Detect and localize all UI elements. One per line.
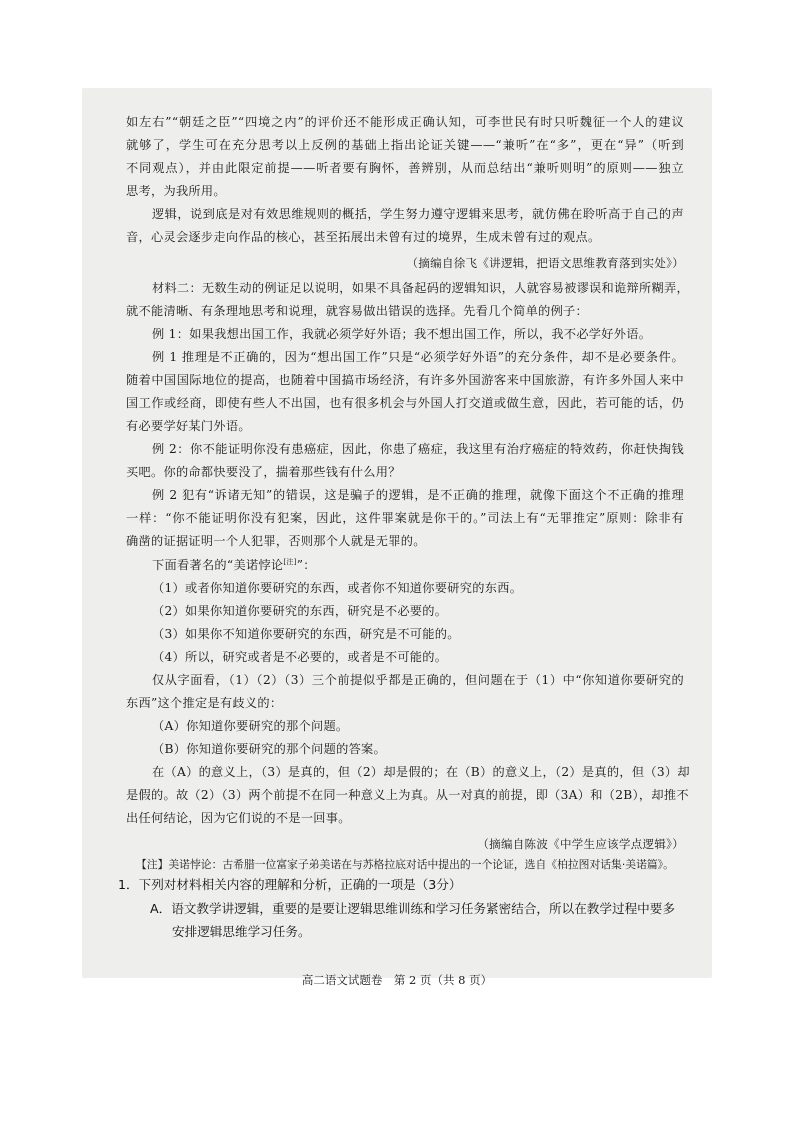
- text-line: 就不能清晰、有条理地思考和说理，就容易做出错误的选择。先看几个简单的例子：: [126, 304, 589, 318]
- text-line: 国工作或经商，即使有些人不出国，也有很多机会与外国人打交道或做生意，因此，若可能的话，仍: [126, 396, 684, 410]
- premise-line: （1）或者你知道你要研究的东西，或者你不知道你要研究的东西。: [152, 581, 523, 595]
- footnote-note: 【注】美诺悖论：古希腊一位富家子弟美诺在与苏格拉底对话中提出的一个论证，选自《柏拉图对话集·美诺篇》。: [136, 858, 674, 871]
- text-line: 一样：“你不能证明你没有犯案，因此，这件罪案就是你干的。”司法上有“无罪推定”原则：除非有: [126, 511, 684, 525]
- premise-line: （4）所以，研究或者是不必要的，或者是不可能的。: [152, 650, 448, 664]
- text-line: 思考，为我所用。: [126, 184, 226, 198]
- option-line: （A）你知道你要研究的那个问题。: [152, 719, 349, 733]
- text-line: 例 1 推理是不正确的，因为“想出国工作”只是“必须学好外语”的充分条件，却不是必要条件。: [152, 350, 684, 364]
- question-option-a: A．语文教学讲逻辑，重要的是要让逻辑思维训练和学习任务紧密结合，所以在教学过程中要多: [150, 901, 675, 916]
- text-line: 如左右”“朝廷之臣”“四境之内”的评价还不能形成正确认知，可李世民有时只听魏征一个人的建议: [126, 115, 684, 129]
- source-citation: （摘编自陈波《中学生应该学点逻辑》）: [477, 837, 684, 851]
- text-line: 仅从字面看，（1）（2）（3）三个前提似乎都是正确的，但问题在于（1）中“你知道你要研究的: [152, 673, 684, 687]
- text-line: 材料二：无数生动的例证足以说明，如果不具备起码的逻辑知识，人就容易被谬误和诡辩所糊弄，: [152, 281, 689, 295]
- text-line: 不同观点），并由此限定前提——听者要有胸怀，善辨别，从而总结出“兼听则明”的原则——独立: [126, 161, 684, 175]
- source-citation: （摘编自徐飞《讲逻辑，把语文思维教育落到实处》）: [406, 256, 684, 270]
- text-line: 东西”这个推定是有歧义的：: [126, 696, 283, 710]
- text-line: 例 2 犯有“诉诸无知”的错误，这是骗子的逻辑，是不正确的推理，就像下面这个不正确的推理: [152, 488, 684, 502]
- question-option-a-cont: 安排逻辑思维学习任务。: [172, 924, 311, 939]
- meno-intro-text: 下面看著名的“美诺悖论: [152, 558, 284, 572]
- text-line: 逻辑，说到底是对有效思维规则的概括，学生努力遵守逻辑来思考，就仿佛在聆听高于自己的声: [152, 207, 684, 221]
- text-line: 例 1：如果我想出国工作，我就必须学好外语；我不想出国工作，所以，我不必学好外语。: [152, 327, 652, 341]
- text-line: 出任何结论，因为它们说的不是一回事。: [126, 811, 351, 825]
- question-stem: 1．下列对材料相关内容的理解和分析，正确的一项是（3分）: [118, 877, 462, 892]
- page-footer: 高二语文试题卷 第 2 页（共 8 页）: [301, 973, 493, 987]
- option-line: （B）你知道你要研究的那个问题的答案。: [152, 742, 387, 756]
- footnote-marker: [注]: [283, 558, 297, 566]
- text-line: 确凿的证据证明一个人犯罪，否则那个人就是无罪的。: [126, 534, 426, 548]
- text-line: 有必要学好某门外语。: [126, 419, 251, 433]
- meno-intro-tail: ”：: [296, 558, 316, 572]
- text-line: 例 2：你不能证明你没有患癌症，因此，你患了癌症，我这里有治疗癌症的特效药，你赶快掏钱: [152, 442, 684, 456]
- text-line: 就够了，学生可在充分思考以上反例的基础上指出论证关键——“兼听”在“多”，更在“异”（听到: [126, 138, 684, 152]
- text-line: 音，心灵会逐步走向作品的核心，甚至拓展出未曾有过的境界，生成未曾有过的观点。: [126, 230, 601, 244]
- text-line: 在（A）的意义上，（3）是真的，但（2）却是假的；在（B）的意义上，（2）是真的，但（3）却: [152, 765, 690, 779]
- premise-line: （2）如果你知道你要研究的东西，研究是不必要的。: [152, 604, 448, 618]
- text-line: 是假的。故（2）（3）两个前提不在同一种意义上为真。从一对真的前提，即（3A）和（2B），却推不: [126, 788, 689, 802]
- premise-line: （3）如果你不知道你要研究的东西，研究是不可能的。: [152, 627, 460, 641]
- text-line: 买吧。你的命都快要没了，揣着那些钱有什么用？: [126, 465, 401, 479]
- meno-intro-line: [152, 557, 684, 575]
- text-line: 随着中国国际地位的提高，也随着中国搞市场经济，有许多外国游客来中国旅游，有许多外国人来中: [126, 373, 684, 387]
